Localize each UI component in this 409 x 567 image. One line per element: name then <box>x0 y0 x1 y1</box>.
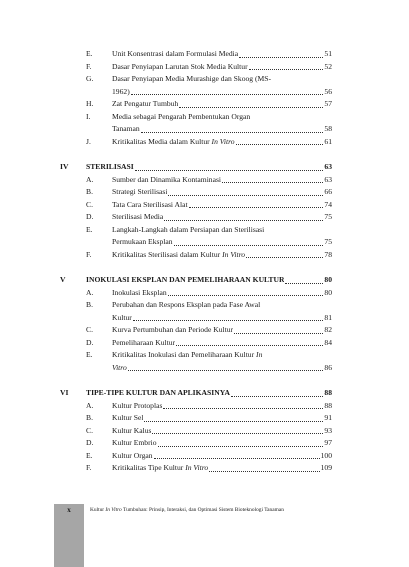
page-number: x <box>67 506 71 514</box>
toc-entry-text: 1962) <box>112 86 130 96</box>
toc-chapter-6 <box>60 387 332 475</box>
dot-leader <box>231 396 323 397</box>
toc-entry-continuation <box>60 362 332 375</box>
toc-entry-text: Kultur Sel <box>112 413 144 422</box>
toc-entry-letter: B. <box>86 187 93 196</box>
toc-entry-text: Strategi Sterilisasi <box>112 187 168 196</box>
toc-entry <box>60 287 332 300</box>
toc-entry-page: 74 <box>324 199 332 209</box>
dot-leader <box>133 320 324 321</box>
toc-entry-page: 61 <box>324 136 332 146</box>
toc-entry-text: Kritikalitas Sterilisasi dalam Kultur In Vitro <box>112 249 246 259</box>
toc-section-continued <box>60 48 332 148</box>
toc-entry-letter: H. <box>86 99 94 108</box>
toc-chapter-heading <box>60 274 332 287</box>
dot-leader <box>128 370 324 371</box>
dot-leader <box>189 207 324 208</box>
toc-entry <box>60 425 332 438</box>
toc-entry-page: 75 <box>324 237 332 246</box>
toc-entry-letter: J. <box>86 136 91 146</box>
toc-entry-page: 91 <box>324 413 332 422</box>
toc-entry <box>60 61 332 74</box>
toc-entry-text: Vitro <box>112 362 127 372</box>
chapter-page: 88 <box>324 388 332 397</box>
chapter-number: V <box>60 275 66 284</box>
toc-entry <box>60 224 332 237</box>
toc-entry-page: 58 <box>324 124 332 133</box>
dot-leader <box>154 458 320 459</box>
chapter-number: VI <box>60 388 69 397</box>
toc-entry-text: Perubahan dan Respons Eksplan pada Fase Awal <box>112 300 261 309</box>
page-footer <box>0 504 409 567</box>
dot-leader <box>236 144 324 145</box>
toc-chapter-5 <box>60 274 332 374</box>
toc-entry-page: 75 <box>324 212 332 221</box>
dot-leader <box>176 345 323 346</box>
toc-entry-text: Dasar Penyiapan Larutan Stok Media Kultur <box>112 61 248 71</box>
toc-entry-letter: E. <box>86 450 93 460</box>
dot-leader <box>168 195 323 196</box>
toc-entry-page: 63 <box>324 174 332 184</box>
toc-entry <box>60 400 332 413</box>
toc-entry-text: Kultur <box>112 312 132 322</box>
dot-leader <box>179 107 323 108</box>
toc-entry-text: Kultur Embrio <box>112 438 157 447</box>
toc-entry-continuation <box>60 312 332 325</box>
toc-entry-page: 84 <box>324 337 332 347</box>
toc-entry-text: Inokulasi Eksplan <box>112 287 167 297</box>
toc-entry <box>60 437 332 450</box>
toc-entry <box>60 349 332 362</box>
toc-entry-text: Kritikalitas Inokulasi dan Pemeliharaan Kultur In <box>112 350 263 359</box>
toc-entry-text: Sterilisasi Media <box>112 212 164 221</box>
toc-entry-page: 78 <box>324 249 332 259</box>
toc-entry-letter: D. <box>86 337 94 347</box>
chapter-title: STERILISASI <box>86 162 134 171</box>
toc-entry <box>60 211 332 224</box>
toc-entry <box>60 98 332 111</box>
toc-entry-letter: C. <box>86 425 93 435</box>
chapter-page: 63 <box>324 162 332 171</box>
toc-entry-letter: E. <box>86 224 93 234</box>
chapter-number: IV <box>60 162 69 171</box>
toc-entry-page: 56 <box>324 86 332 96</box>
toc-entry <box>60 337 332 350</box>
toc-entry-text: Tanaman <box>112 124 140 133</box>
toc-entry-page: 81 <box>324 312 332 322</box>
toc-entry-page: 51 <box>324 49 332 58</box>
dot-leader <box>141 132 324 133</box>
dot-leader <box>246 257 323 258</box>
toc-entry-text: Kurva Pertumbuhan dan Periode Kultur <box>112 325 234 334</box>
dot-leader <box>158 446 324 447</box>
running-footer-title: Kultur In Vitro Tumbuhan: Prinsip, Interaksi, dan Optimasi Sistem Bioteknologi Tanaman <box>90 507 284 513</box>
toc-entry-text: Kritikalitas Tipe Kultur In Vitro <box>112 463 209 472</box>
dot-leader <box>144 421 323 422</box>
toc-entry-text: Tata Cara Sterilisasi Alat <box>112 199 188 209</box>
toc-entry-text: Permukaan Eksplan <box>112 237 173 246</box>
toc-entry-text: Zat Pengatur Tumbuh <box>112 99 179 108</box>
toc-entry-letter: F. <box>86 463 92 472</box>
toc-entry-continuation <box>60 123 332 136</box>
toc-entry-page: 100 <box>320 450 332 460</box>
toc-entry-text: Unit Konsentrasi dalam Formulasi Media <box>112 49 239 58</box>
toc-entry-page: 82 <box>324 325 332 334</box>
toc-entry-text: Pemeliharaan Kultur <box>112 337 176 347</box>
toc-chapter-heading <box>60 161 332 174</box>
toc-entry <box>60 174 332 187</box>
toc-entry-letter: I. <box>86 111 91 121</box>
toc-entry-letter: F. <box>86 249 92 259</box>
toc-entry-letter: C. <box>86 199 93 209</box>
toc-entry-letter: A. <box>86 174 94 184</box>
toc-entry-text: Media sebagai Pengarah Pembentukan Organ <box>112 111 251 121</box>
toc-entry-letter: E. <box>86 350 93 359</box>
dot-leader <box>164 220 323 221</box>
toc-entry-letter: G. <box>86 74 94 83</box>
toc-entry-text: Langkah-Langkah dalam Persiapan dan Sterilisasi <box>112 224 265 234</box>
dot-leader <box>163 408 323 409</box>
toc-entry-letter: D. <box>86 212 94 221</box>
toc-entry-letter: A. <box>86 400 94 410</box>
toc-entry <box>60 299 332 312</box>
toc-entry <box>60 412 332 425</box>
toc-entry-continuation <box>60 236 332 249</box>
toc-chapter-4 <box>60 161 332 261</box>
toc-entry-text: Dasar Penyiapan Media Murashige dan Skoog (MS- <box>112 74 272 83</box>
toc-entry-letter: C. <box>86 325 93 334</box>
chapter-page: 80 <box>324 275 332 284</box>
toc-entry-letter: B. <box>86 300 93 309</box>
toc-entry <box>60 136 332 149</box>
toc-entry <box>60 111 332 124</box>
chapter-title: TIPE-TIPE KULTUR DAN APLIKASINYA <box>86 388 230 397</box>
toc-entry <box>60 249 332 262</box>
dot-leader <box>152 433 323 434</box>
dot-leader <box>285 283 323 284</box>
toc-entry-letter: B. <box>86 413 93 422</box>
toc-entry-letter: F. <box>86 61 92 71</box>
toc-entry-page: 88 <box>324 400 332 410</box>
toc-entry-page: 66 <box>324 187 332 196</box>
toc-entry-text: Sumber dan Dinamika Kontaminasi <box>112 174 222 184</box>
toc-entry-letter: E. <box>86 49 93 58</box>
dot-leader <box>234 333 323 334</box>
toc-entry <box>60 462 332 475</box>
toc-entry-page: 52 <box>324 61 332 71</box>
dot-leader <box>209 471 319 472</box>
table-of-contents <box>60 48 332 475</box>
toc-entry-text: Kultur Kalus <box>112 425 152 435</box>
toc-entry-page: 86 <box>324 362 332 372</box>
toc-entry-page: 97 <box>324 438 332 447</box>
dot-leader <box>222 182 323 183</box>
dot-leader <box>174 245 324 246</box>
dot-leader <box>135 170 324 171</box>
toc-entry-continuation <box>60 86 332 99</box>
toc-entry-text: Kultur Protoplas <box>112 400 163 410</box>
toc-entry <box>60 186 332 199</box>
dot-leader <box>131 94 324 95</box>
toc-entry <box>60 73 332 86</box>
toc-entry <box>60 199 332 212</box>
toc-entry-page: 93 <box>324 425 332 435</box>
toc-entry-text: Kritikalitas Media dalam Kultur In Vitro <box>112 136 235 146</box>
toc-entry <box>60 48 332 61</box>
dot-leader <box>239 57 323 58</box>
chapter-title: INOKULASI EKSPLAN DAN PEMELIHARAAN KULTUR <box>86 275 285 284</box>
toc-entry-letter: D. <box>86 438 94 447</box>
dot-leader <box>168 295 324 296</box>
toc-entry-text: Kultur Organ <box>112 450 153 460</box>
toc-entry <box>60 450 332 463</box>
toc-entry <box>60 324 332 337</box>
dot-leader <box>249 69 324 70</box>
toc-chapter-heading <box>60 387 332 400</box>
toc-entry-page: 109 <box>320 463 332 472</box>
toc-entry-letter: A. <box>86 287 94 297</box>
toc-entry-page: 57 <box>324 99 332 108</box>
toc-entry-page: 80 <box>324 287 332 297</box>
